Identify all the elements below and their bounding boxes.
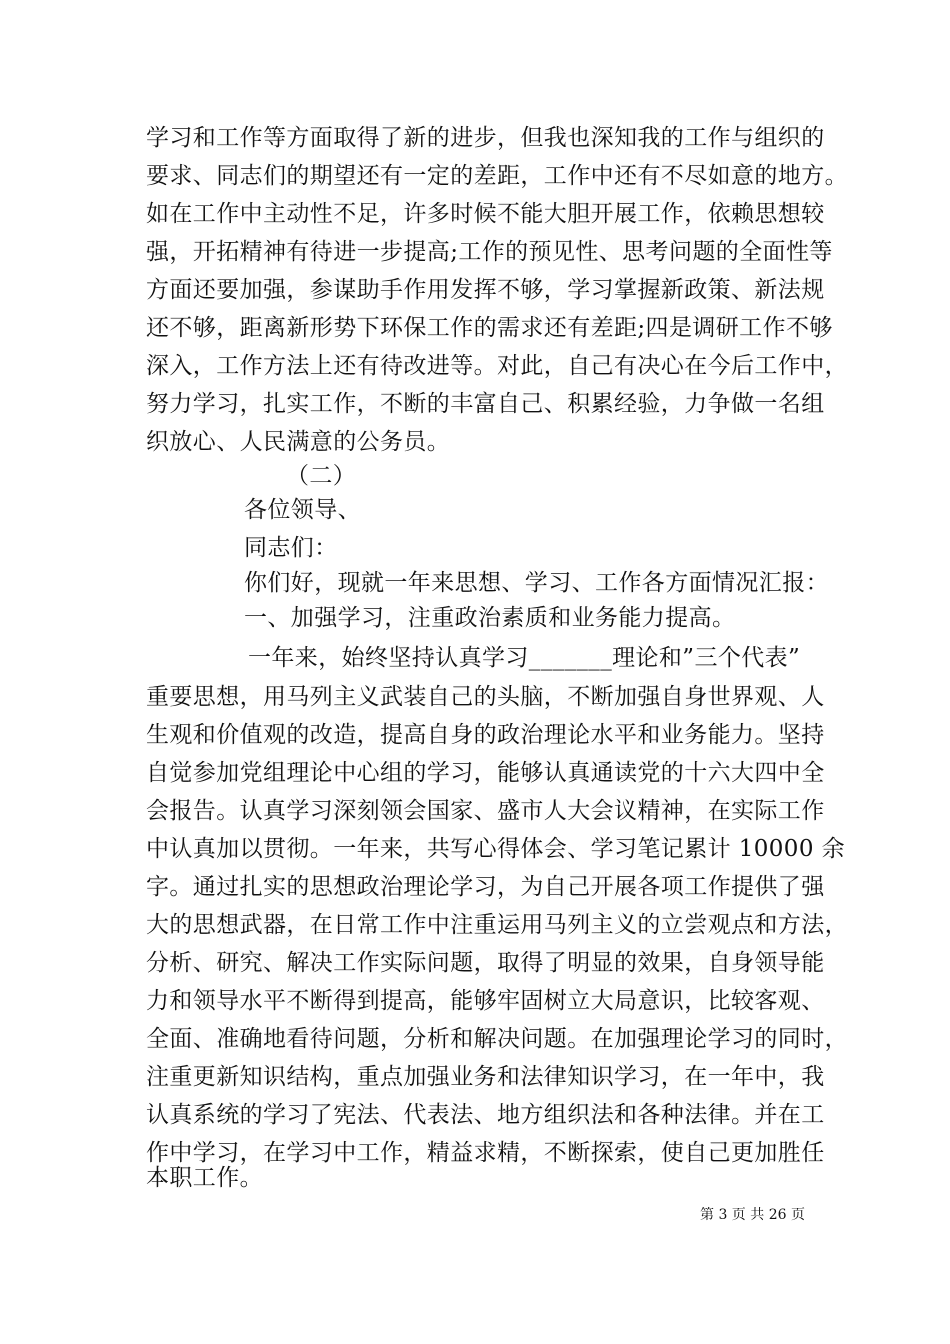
body-text-line: 自觉参加党组理论中心组的学习，能够认真通读党的十六大四中全 <box>146 760 825 786</box>
section-heading: （二） <box>286 463 357 489</box>
body-text-line: 还不够，距离新形势下环保工作的需求还有差距;四是调研工作不够 <box>146 315 833 341</box>
body-text-line: 认真系统的学习了宪法、代表法、地方组织法和各种法律。并在工 <box>146 1102 825 1128</box>
body-text-line: 一年来，始终坚持认真学习_______理论和”三个代表” <box>248 645 801 671</box>
body-text-line: 字。通过扎实的思想政治理论学习，为自己开展各项工作提供了强 <box>146 874 825 900</box>
body-text-line: 本职工作。 <box>146 1165 263 1191</box>
body-text-line: 强，开拓精神有待进一步提高;工作的预见性、思考问题的全面性等 <box>146 239 833 265</box>
body-text-line: 分析、研究、解决工作实际问题，取得了明显的效果，自身领导能 <box>146 950 825 976</box>
salutation-line: 同志们： <box>244 535 338 561</box>
body-text-line: 学习和工作等方面取得了新的进步，但我也深知我的工作与组织的 <box>146 125 825 151</box>
subheading-line: 一、加强学习，注重政治素质和业务能力提高。 <box>244 605 736 631</box>
body-text-line: 努力学习，扎实工作，不断的丰富自己、积累经验，力争做一名组 <box>146 391 825 417</box>
body-text-line: 你们好，现就一年来思想、学习、工作各方面情况汇报： <box>244 570 829 596</box>
page-number-footer: 第 3 页 共 26 页 <box>700 1207 805 1223</box>
body-text-line: 重要思想，用马列主义武装自己的头脑，不断加强自身世界观、人 <box>146 684 825 710</box>
body-text-line: 全面、准确地看待问题，分析和解决问题。在加强理论学习的同时， <box>146 1026 848 1052</box>
body-text-line: 如在工作中主动性不足，许多时候不能大胆开展工作，依赖思想较 <box>146 201 825 227</box>
body-text-line: 作中学习，在学习中工作，精益求精，不断探索，使自己更加胜任 <box>146 1140 825 1166</box>
body-text-line: 力和领导水平不断得到提高，能够牢固树立大局意识，比较客观、 <box>146 988 825 1014</box>
body-text-line: 中认真加以贯彻。一年来，共写心得体会、学习笔记累计 10000 余 <box>146 836 845 862</box>
body-text-line: 会报告。认真学习深刻领会国家、盛市人大会议精神，在实际工作 <box>146 798 825 824</box>
body-text-line: 注重更新知识结构，重点加强业务和法律知识学习，在一年中，我 <box>146 1064 825 1090</box>
body-text-line: 方面还要加强，参谋助手作用发挥不够，学习掌握新政策、新法规 <box>146 277 825 303</box>
body-text-line: 要求、同志们的期望还有一定的差距，工作中还有不尽如意的地方。 <box>146 163 848 189</box>
body-text-line: 生观和价值观的改造，提高自身的政治理论水平和业务能力。坚持 <box>146 722 825 748</box>
body-text-line: 织放心、人民满意的公务员。 <box>146 429 451 455</box>
body-text-line: 深入，工作方法上还有待改进等。对此，自己有决心在今后工作中， <box>146 353 848 379</box>
salutation-line: 各位领导、 <box>244 497 361 523</box>
body-text-line: 大的思想武器，在日常工作中注重运用马列主义的立尝观点和方法， <box>146 912 848 938</box>
